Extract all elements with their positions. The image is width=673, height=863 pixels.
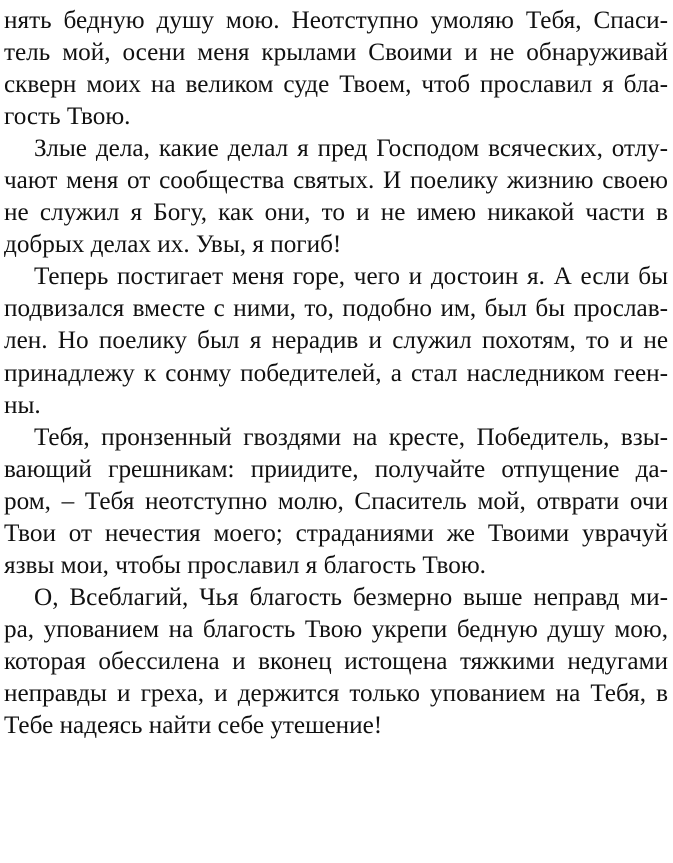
text-line: скверн моих на великом суде Твоем, чтоб прославил я бла- [4,71,668,99]
text-line: неправды и греха, и держится только упованием на Тебя, в [4,679,668,707]
text-line: Тебя, пронзенный гвоздями на кресте, Победитель, взы- [34,423,668,451]
text-line: вающий грешникам: приидите, получайте отпущение да- [4,455,668,483]
text-line: язвы мои, чтобы прославил я благость Твою. [4,551,486,579]
paragraph-5 [4,582,668,742]
text-line: нять бедную душу мою. Неотступно умоляю Тебя, Спаси- [4,7,668,34]
text-line: Злые дела, какие делал я пред Господом всяческих, отлу- [34,135,668,163]
text-line: Тебе надеясь найти себе утешение! [4,712,383,740]
paragraph-3 [4,261,668,421]
text-line: принадлежу к сонму победителей, а стал наследником геен- [4,359,668,387]
page-text [4,5,668,742]
paragraph-4 [4,422,668,582]
text-line: тель мой, осени меня крылами Своими и не обнаруживай [4,39,668,67]
text-line: ра, упованием на благость Твою укрепи бедную душу мою, [4,615,668,643]
text-line: которая обессилена и вконец истощена тяжкими недугами [4,647,668,675]
text-line: Теперь постигает меня горе, чего и достоин я. А если бы [34,263,668,291]
text-line: ром, – Тебя неотступно молю, Спаситель мой, отврати очи [4,487,668,515]
text-line: добрых делах их. Увы, я погиб! [4,231,342,259]
text-line: О, Всеблагий, Чья благость безмерно выше неправд ми- [34,583,668,611]
text-line: гость Твою. [4,103,131,131]
paragraph-1 [4,5,668,133]
text-line: чают меня от сообщества святых. И поелику жизнию своею [4,167,668,195]
text-line: Твои от нечестия моего; страданиями же Твоими уврачуй [4,519,668,547]
text-line: не служил я Богу, как они, то и не имею никакой части в [4,199,668,227]
text-line: подвизался вместе с ними, то, подобно им, был бы прослав- [4,295,668,323]
paragraph-2 [4,133,668,261]
text-line: ны. [4,391,41,419]
text-line: лен. Но поелику был я нерадив и служил похотям, то и не [4,327,668,355]
